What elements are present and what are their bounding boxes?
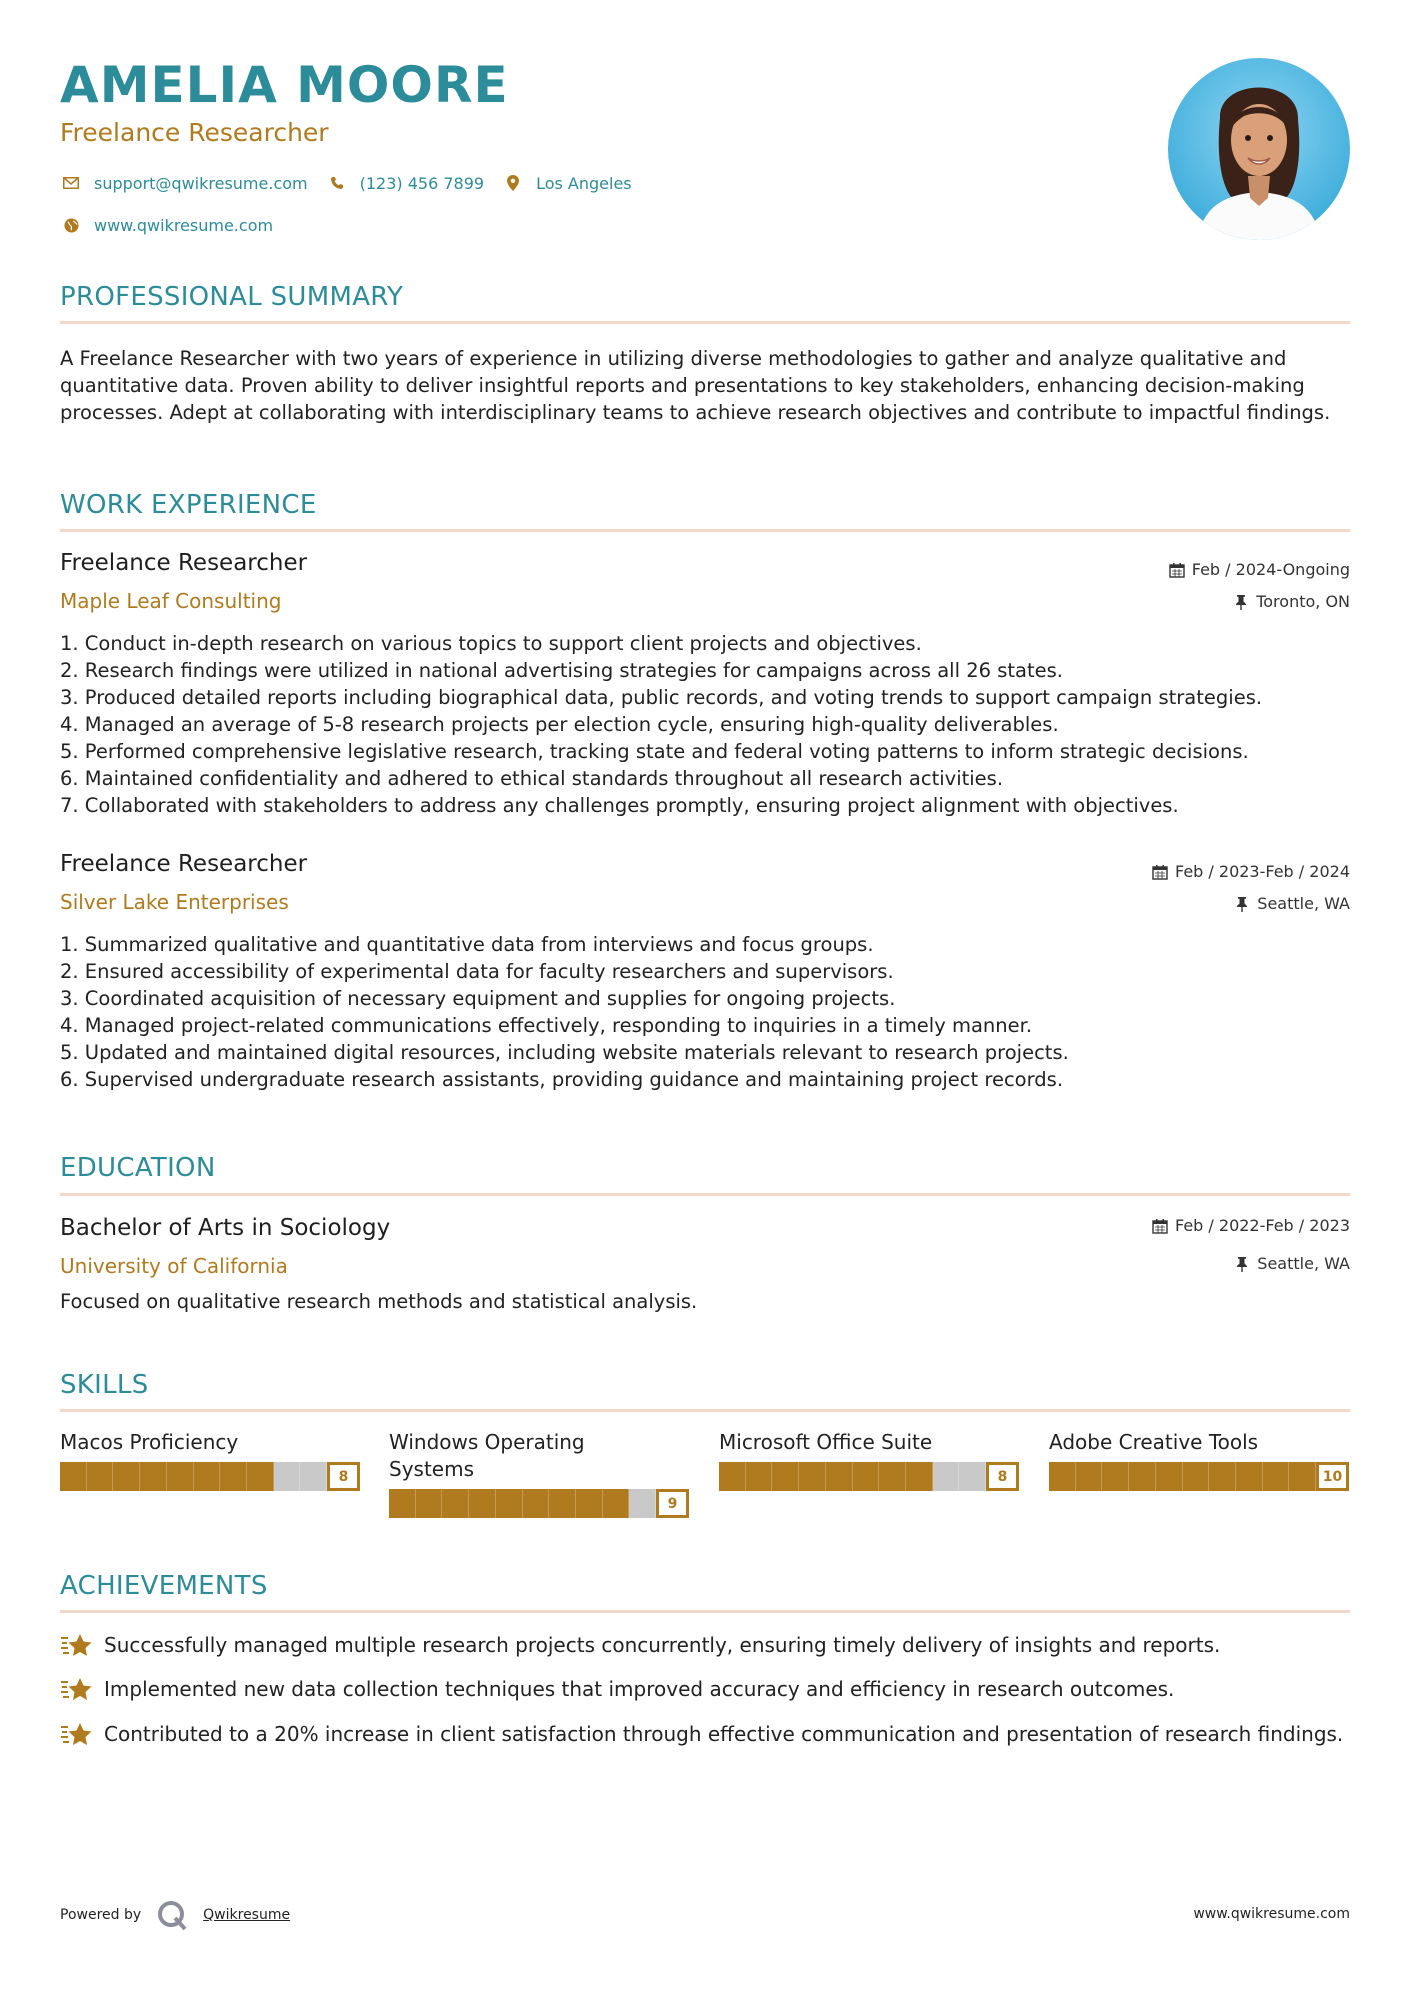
skill-bar xyxy=(719,1462,1019,1491)
skill-segment-empty xyxy=(629,1489,656,1518)
skill-segment-filled xyxy=(1289,1462,1316,1491)
star-icon xyxy=(60,1632,94,1658)
skill-name: Windows Operating Systems xyxy=(389,1430,585,1481)
footer-website-link[interactable]: www.qwikresume.com xyxy=(1193,1906,1350,1922)
skill-segment-filled xyxy=(1076,1462,1103,1491)
job-title: Freelance Researcher xyxy=(60,851,308,877)
list-item: 6. Supervised undergraduate research assistants, providing guidance and maintaining project records. xyxy=(60,1068,1064,1091)
skill-segment-empty xyxy=(959,1462,986,1491)
list-item: 1. Conduct in-depth research on various topics to support client projects and objectives. xyxy=(60,632,922,655)
brand-link[interactable]: Qwikresume xyxy=(203,1907,291,1923)
education-heading: EDUCATION xyxy=(60,1153,216,1183)
skills-heading: SKILLS xyxy=(60,1370,149,1400)
skill-name: Microsoft Office Suite xyxy=(719,1430,933,1454)
achievement-item xyxy=(60,1676,1350,1703)
job-location-text: Seattle, WA xyxy=(1257,894,1350,913)
list-item: 4. Managed an average of 5-8 research projects per election cycle, ensuring high-quality deliverables. xyxy=(60,713,1059,736)
skill-segment-filled xyxy=(1183,1462,1210,1491)
skill-item xyxy=(719,1429,1019,1491)
skill-item xyxy=(389,1429,689,1518)
skill-segment-filled xyxy=(1129,1462,1156,1491)
achievements-heading: ACHIEVEMENTS xyxy=(60,1571,268,1601)
location-text: Los Angeles xyxy=(536,173,632,193)
skill-segment-empty xyxy=(933,1462,960,1491)
summary-text: A Freelance Researcher with two years of experience in utilizing diverse methodologies to gather and analyze qualitative and quantitative data. Proven ability to deliver insightful reports and presentations to key stakeholders, enhancing decision-making processes. Adept at collaborating with interdisciplinary teams to achieve research objectives and contribute to impactful findings. xyxy=(60,347,1331,424)
list-item: 3. Produced detailed reports including biographical data, public records, and voting trends to support campaign strategies. xyxy=(60,686,1263,709)
skill-segment-filled xyxy=(906,1462,933,1491)
summary-divider xyxy=(60,321,1350,324)
summary-heading: PROFESSIONAL SUMMARY xyxy=(60,282,404,312)
skill-segment-filled xyxy=(603,1489,630,1518)
job-location-text: Toronto, ON xyxy=(1256,592,1350,611)
education-location-text: Seattle, WA xyxy=(1257,1254,1350,1273)
school-name: University of California xyxy=(60,1254,288,1278)
skill-bar xyxy=(389,1489,689,1518)
star-icon xyxy=(60,1676,94,1702)
skill-segment-empty xyxy=(274,1462,301,1491)
education-dates xyxy=(1151,1216,1350,1235)
skill-segment-filled xyxy=(1209,1462,1236,1491)
skill-segment-filled xyxy=(576,1489,603,1518)
skill-segment-filled xyxy=(113,1462,140,1491)
list-item: 3. Coordinated acquisition of necessary equipment and supplies for ongoing projects. xyxy=(60,987,896,1010)
list-item: 6. Maintained confidentiality and adhered to ethical standards throughout all research activities. xyxy=(60,767,1004,790)
phone-text[interactable]: (123) 456 7899 xyxy=(359,173,485,193)
achievement-item xyxy=(60,1632,1350,1659)
achievement-text: Contributed to a 20% increase in client satisfaction through effective communication and presentation of research findings. xyxy=(104,1722,1344,1746)
skill-segment-filled xyxy=(140,1462,167,1491)
list-item: 4. Managed project-related communications effectively, responding to inquiries in a timely manner. xyxy=(60,1014,1033,1037)
skill-segment-filled xyxy=(1049,1462,1076,1491)
skill-level-track xyxy=(389,1489,656,1518)
achievement-text: Successfully managed multiple research projects concurrently, ensuring timely delivery of insights and reports. xyxy=(104,1633,1221,1657)
list-item: 2. Research findings were utilized in national advertising strategies for campaigns across all 26 states. xyxy=(60,659,1063,682)
list-item: 7. Collaborated with stakeholders to address any challenges promptly, ensuring project alignment with objectives. xyxy=(60,794,1179,817)
skill-segment-filled xyxy=(799,1462,826,1491)
candidate-name: AMELIA MOORE xyxy=(60,56,509,114)
skill-segment-empty xyxy=(300,1462,327,1491)
job-dates-text: Feb / 2023-Feb / 2024 xyxy=(1175,862,1350,881)
achievement-item xyxy=(60,1721,1350,1748)
skill-level-badge: 10 xyxy=(1316,1462,1349,1491)
footer-powered-by xyxy=(60,1898,290,1932)
skills-divider xyxy=(60,1409,1350,1412)
skill-segment-filled xyxy=(853,1462,880,1491)
skill-segment-filled xyxy=(523,1489,550,1518)
achievement-text: Implemented new data collection techniques that improved accuracy and efficiency in research outcomes. xyxy=(104,1677,1175,1701)
calendar-icon xyxy=(1151,863,1169,881)
skill-segment-filled xyxy=(826,1462,853,1491)
star-icon xyxy=(60,1721,94,1747)
skill-segment-filled xyxy=(1236,1462,1263,1491)
list-item: 2. Ensured accessibility of experimental data for faculty researchers and supervisors. xyxy=(60,960,894,983)
skill-segment-filled xyxy=(496,1489,523,1518)
skill-level-track xyxy=(719,1462,986,1491)
skill-segment-filled xyxy=(167,1462,194,1491)
phone-icon xyxy=(326,172,348,194)
skill-level-badge: 8 xyxy=(986,1462,1019,1491)
candidate-role: Freelance Researcher xyxy=(60,118,329,147)
skill-bar xyxy=(1049,1462,1349,1491)
skill-name: Macos Proficiency xyxy=(60,1430,239,1454)
list-item: 5. Performed comprehensive legislative research, tracking state and federal voting patterns to inform strategic decisions. xyxy=(60,740,1249,763)
skill-segment-filled xyxy=(87,1462,114,1491)
powered-by-label: Powered by xyxy=(60,1907,142,1923)
company-name: Maple Leaf Consulting xyxy=(60,589,282,613)
calendar-icon xyxy=(1168,561,1186,579)
skill-segment-filled xyxy=(549,1489,576,1518)
skill-level-badge: 9 xyxy=(656,1489,689,1518)
job-title: Freelance Researcher xyxy=(60,550,308,576)
skill-segment-filled xyxy=(442,1489,469,1518)
job-location xyxy=(1232,592,1350,611)
skill-level-badge: 8 xyxy=(327,1462,360,1491)
education-location xyxy=(1233,1254,1350,1273)
experience-heading: WORK EXPERIENCE xyxy=(60,490,317,520)
job-dates xyxy=(1168,560,1350,579)
email-link[interactable]: support@qwikresume.com xyxy=(94,173,308,193)
job-bullets xyxy=(60,931,1360,1093)
education-divider xyxy=(60,1193,1350,1196)
skill-bar xyxy=(60,1462,360,1491)
website-row xyxy=(60,214,291,236)
job-location xyxy=(1233,894,1350,913)
education-description: Focused on qualitative research methods and statistical analysis. xyxy=(60,1290,698,1313)
skill-name: Adobe Creative Tools xyxy=(1049,1430,1259,1454)
skill-segment-filled xyxy=(194,1462,221,1491)
profile-photo xyxy=(1168,58,1350,240)
skill-segment-filled xyxy=(1263,1462,1290,1491)
skill-level-track xyxy=(60,1462,327,1491)
website-link[interactable]: www.qwikresume.com xyxy=(94,215,274,235)
skill-level-track xyxy=(1049,1462,1316,1491)
skill-segment-filled xyxy=(1102,1462,1129,1491)
job-dates-text: Feb / 2024-Ongoing xyxy=(1191,560,1350,579)
achievements-divider xyxy=(60,1610,1350,1613)
skill-segment-filled xyxy=(60,1462,87,1491)
map-pin-icon xyxy=(502,172,524,194)
pushpin-icon xyxy=(1232,593,1250,611)
skill-segment-filled xyxy=(389,1489,416,1518)
experience-divider xyxy=(60,529,1350,532)
skill-item xyxy=(1049,1429,1349,1491)
skill-segment-filled xyxy=(719,1462,746,1491)
job-bullets xyxy=(60,630,1360,819)
education-dates-text: Feb / 2022-Feb / 2023 xyxy=(1175,1216,1350,1235)
job-dates xyxy=(1151,862,1350,881)
qwikresume-logo-icon xyxy=(155,1898,189,1932)
skill-segment-filled xyxy=(746,1462,773,1491)
skill-segment-filled xyxy=(416,1489,443,1518)
list-item: 1. Summarized qualitative and quantitative data from interviews and focus groups. xyxy=(60,933,874,956)
skill-segment-filled xyxy=(469,1489,496,1518)
pushpin-icon xyxy=(1233,1255,1251,1273)
company-name: Silver Lake Enterprises xyxy=(60,890,289,914)
globe-icon xyxy=(60,214,82,236)
skill-segment-filled xyxy=(772,1462,799,1491)
calendar-icon xyxy=(1151,1217,1169,1235)
pushpin-icon xyxy=(1233,895,1251,913)
envelope-icon xyxy=(60,172,82,194)
skill-segment-filled xyxy=(220,1462,247,1491)
contact-row xyxy=(60,172,650,194)
skill-item xyxy=(60,1429,360,1491)
skill-segment-filled xyxy=(247,1462,274,1491)
list-item: 5. Updated and maintained digital resources, including website materials relevant to research projects. xyxy=(60,1041,1069,1064)
skill-segment-filled xyxy=(879,1462,906,1491)
skill-segment-filled xyxy=(1156,1462,1183,1491)
degree-title: Bachelor of Arts in Sociology xyxy=(60,1215,391,1241)
